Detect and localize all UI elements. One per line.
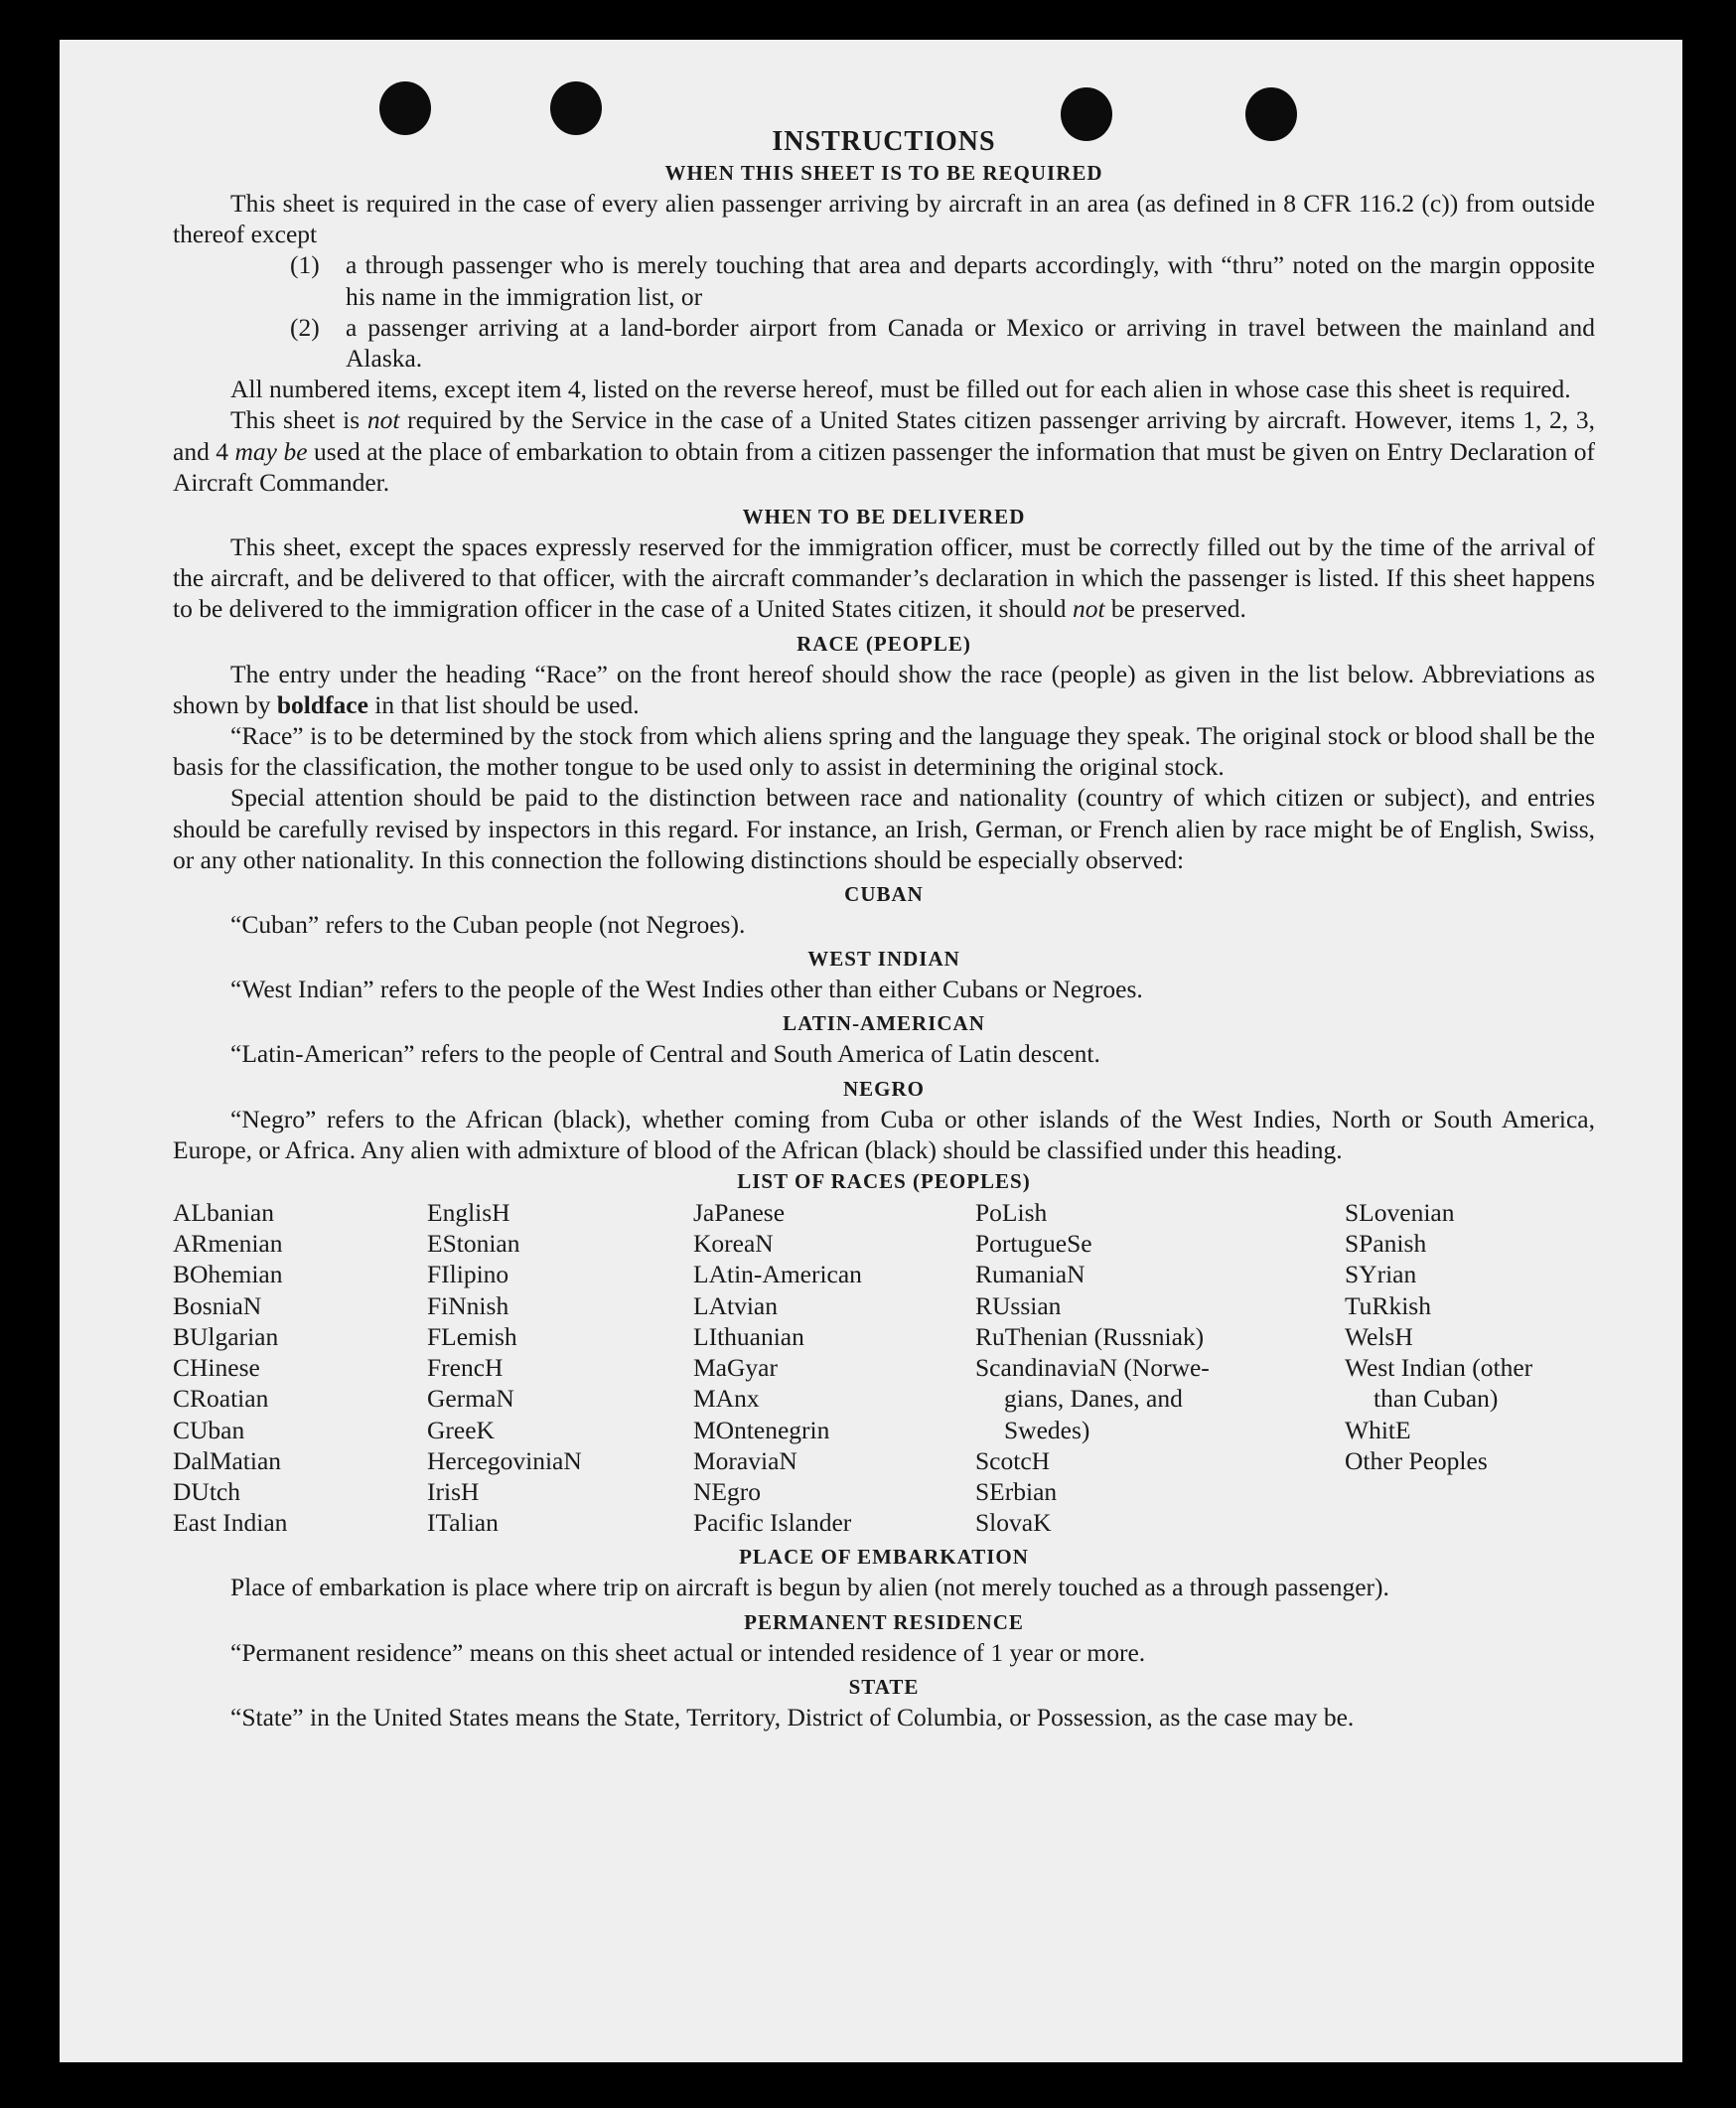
race-entry: FLemish	[427, 1321, 517, 1351]
race-entry: ITalian	[427, 1508, 499, 1538]
race-entry: MoraviaN	[693, 1445, 797, 1475]
page-title: INSTRUCTIONS	[772, 126, 996, 157]
instructions-content	[173, 125, 1595, 1732]
section-heading-embarkation: PLACE OF EMBARKATION	[739, 1545, 1029, 1570]
section-heading-negro: NEGRO	[842, 1076, 925, 1101]
race-entry: MOntenegrin	[693, 1415, 830, 1444]
paragraph: Special attention should be paid to the distinction between race and nationality (country of which citizen or subject), and entries should be carefully revised by inspectors in this regard. For instance, an Irish, German, or French alien by race might be of English, Swiss, or any other nationality. In this connection the following distinctions should be especially observed:	[173, 783, 1595, 874]
race-entry: LAtin-American	[693, 1260, 862, 1289]
race-entry: HercegoviniaN	[427, 1445, 582, 1475]
section-heading-state: STATE	[848, 1674, 920, 1699]
race-entry: EStonian	[427, 1229, 520, 1259]
race-entry: SLovenian	[1345, 1198, 1455, 1228]
italic-text: not	[366, 405, 400, 435]
race-entry: FiNnish	[427, 1290, 509, 1320]
race-entry: SErbian	[975, 1476, 1058, 1506]
race-entry: BosniaN	[173, 1290, 262, 1320]
italic-text: may be	[234, 436, 308, 466]
race-entry: CUban	[173, 1415, 245, 1444]
italic-text: not	[1072, 594, 1105, 624]
text-run: This sheet is	[230, 405, 367, 435]
race-entry: SPanish	[1345, 1229, 1427, 1259]
race-entry-continuation: than Cuban)	[1374, 1384, 1499, 1414]
paragraph: “Latin-American” refers to the people of Central and South America of Latin descent.	[230, 1039, 1100, 1069]
race-entry: RumaniaN	[975, 1260, 1085, 1289]
race-entry: ScandinaviaN (Norwe-	[975, 1353, 1210, 1383]
race-entry: GreeK	[427, 1415, 495, 1444]
race-entry: BUlgarian	[173, 1321, 279, 1351]
text-run: This sheet, except the spaces expressly reserved for the immigration officer, must be correctly filled out by the time of the arrival of the aircraft, and be delivered to that officer, with the aircraft commander’s declaration in which the passenger is listed. If this sheet happens to be delivered to the immigration officer in the case of a United States citizen, it should	[173, 532, 1595, 624]
race-entry: FIlipino	[427, 1260, 509, 1289]
section-heading-latin-american: LATIN-AMERICAN	[783, 1011, 985, 1036]
race-entry: LAtvian	[693, 1290, 778, 1320]
list-item	[173, 312, 1595, 374]
race-entry: SYrian	[1345, 1260, 1417, 1289]
paragraph: This sheet is required in the case of every alien passenger arriving by aircraft in an area (as defined in 8 CFR 116.2 (c)) from outside thereof except	[173, 189, 1595, 249]
text-run: The entry under the heading “Race” on the front hereof should show the race (people) as given in the list below. Abbreviations as shown by	[173, 659, 1595, 719]
race-entry: IrisH	[427, 1476, 480, 1506]
races-column	[1345, 1197, 1595, 1538]
race-entry: KoreaN	[693, 1229, 774, 1259]
race-entry: CHinese	[173, 1353, 260, 1383]
races-column	[975, 1197, 1345, 1538]
list-item	[173, 249, 1595, 311]
paragraph: “Cuban” refers to the Cuban people (not Negroes).	[230, 910, 746, 940]
paragraph: Place of embarkation is place where trip on aircraft is begun by alien (not merely touched as a through passenger).	[230, 1573, 1389, 1602]
race-entry: CRoatian	[173, 1384, 269, 1414]
paragraph	[173, 404, 1595, 498]
item-text: a through passenger who is merely touching that area and departs accordingly, with “thru” noted on the margin opposite his name in the immigration list, or	[346, 250, 1595, 311]
race-entry: West Indian (other	[1345, 1353, 1533, 1383]
race-entry: LIthuanian	[693, 1321, 804, 1351]
document-page	[60, 40, 1682, 2062]
section-heading-list-of-races: LIST OF RACES (PEOPLES)	[737, 1169, 1031, 1194]
race-entry: GermaN	[427, 1384, 514, 1414]
race-entry: East Indian	[173, 1508, 288, 1538]
race-entry: ScotcH	[975, 1445, 1051, 1475]
race-entry: BOhemian	[173, 1260, 283, 1289]
race-entry: JaPanese	[693, 1198, 786, 1228]
race-entry: WelsH	[1345, 1321, 1413, 1351]
race-entry: ARmenian	[173, 1229, 283, 1259]
paragraph: All numbered items, except item 4, listed on the reverse hereof, must be filled out for each alien in whose case this sheet is required.	[230, 375, 1571, 404]
races-column	[693, 1197, 975, 1538]
race-entry: MaGyar	[693, 1353, 778, 1383]
race-entry: RUssian	[975, 1290, 1062, 1320]
race-entry-continuation: gians, Danes, and	[1004, 1384, 1183, 1414]
race-entry: NEgro	[693, 1476, 761, 1506]
section-heading-residence: PERMANENT RESIDENCE	[744, 1609, 1024, 1634]
item-number: (1)	[290, 250, 320, 280]
text-run: used at the place of embarkation to obtain from a citizen passenger the information that must be given on Entry Declaration of Aircraft Commander.	[173, 436, 1595, 497]
section-heading-race: RACE (PEOPLE)	[796, 631, 971, 656]
races-list	[173, 1197, 1595, 1538]
race-entry: WhitE	[1345, 1415, 1411, 1444]
paragraph	[173, 531, 1595, 625]
race-entry: TuRkish	[1345, 1290, 1431, 1320]
section-heading-cuban: CUBAN	[844, 882, 924, 907]
paragraph: “Negro” refers to the African (black), whether coming from Cuba or other islands of the West Indies, North or South America, Europe, or Africa. Any alien with admixture of blood of the African (black) should be classified under this heading.	[173, 1104, 1595, 1164]
paragraph: “West Indian” refers to the people of the West Indies other than either Cubans or Negroes.	[230, 975, 1143, 1004]
race-entry: Other Peoples	[1345, 1445, 1488, 1475]
race-entry: DalMatian	[173, 1445, 282, 1475]
race-entry: Pacific Islander	[693, 1508, 852, 1538]
text-run: required by the Service in the case of a United States citizen passenger arriving by aircraft. However, items 1, 2, 3, and 4	[173, 405, 1595, 466]
section-heading-when-required: WHEN THIS SHEET IS TO BE REQUIRED	[664, 161, 1103, 185]
text-run: in that list should be used.	[367, 689, 640, 719]
section-heading-when-delivered: WHEN TO BE DELIVERED	[742, 505, 1026, 529]
item-number: (2)	[290, 312, 320, 342]
race-entry: FrencH	[427, 1353, 504, 1383]
section-heading-west-indian: WEST INDIAN	[807, 947, 960, 972]
paragraph: “Permanent residence” means on this sheet actual or intended residence of 1 year or more.	[230, 1637, 1146, 1667]
race-entry: SlovaK	[975, 1508, 1052, 1538]
races-column	[427, 1197, 693, 1538]
race-entry: EnglisH	[427, 1198, 510, 1228]
paragraph: “Race” is to be determined by the stock from which aliens spring and the language they speak. The original stock or blood shall be the basis for the classification, the mother tongue to be used only to assist in determining the original stock.	[173, 721, 1595, 782]
race-entry: MAnx	[693, 1384, 760, 1414]
text-run: be preserved.	[1104, 594, 1246, 624]
race-entry: RuThenian (Russniak)	[975, 1321, 1205, 1351]
item-text: a passenger arriving at a land-border airport from Canada or Mexico or arriving in travel between the mainland and Alaska.	[346, 312, 1595, 374]
race-entry: PortugueSe	[975, 1229, 1092, 1259]
race-entry: ALbanian	[173, 1198, 274, 1228]
race-entry-continuation: Swedes)	[1004, 1415, 1090, 1444]
race-entry: DUtch	[173, 1476, 240, 1506]
paragraph: “State” in the United States means the State, Territory, District of Columbia, or Possession, as the case may be.	[230, 1702, 1355, 1732]
races-column	[173, 1197, 427, 1538]
bold-text: boldface	[276, 689, 368, 719]
paragraph	[173, 659, 1595, 720]
race-entry: PoLish	[975, 1198, 1048, 1228]
